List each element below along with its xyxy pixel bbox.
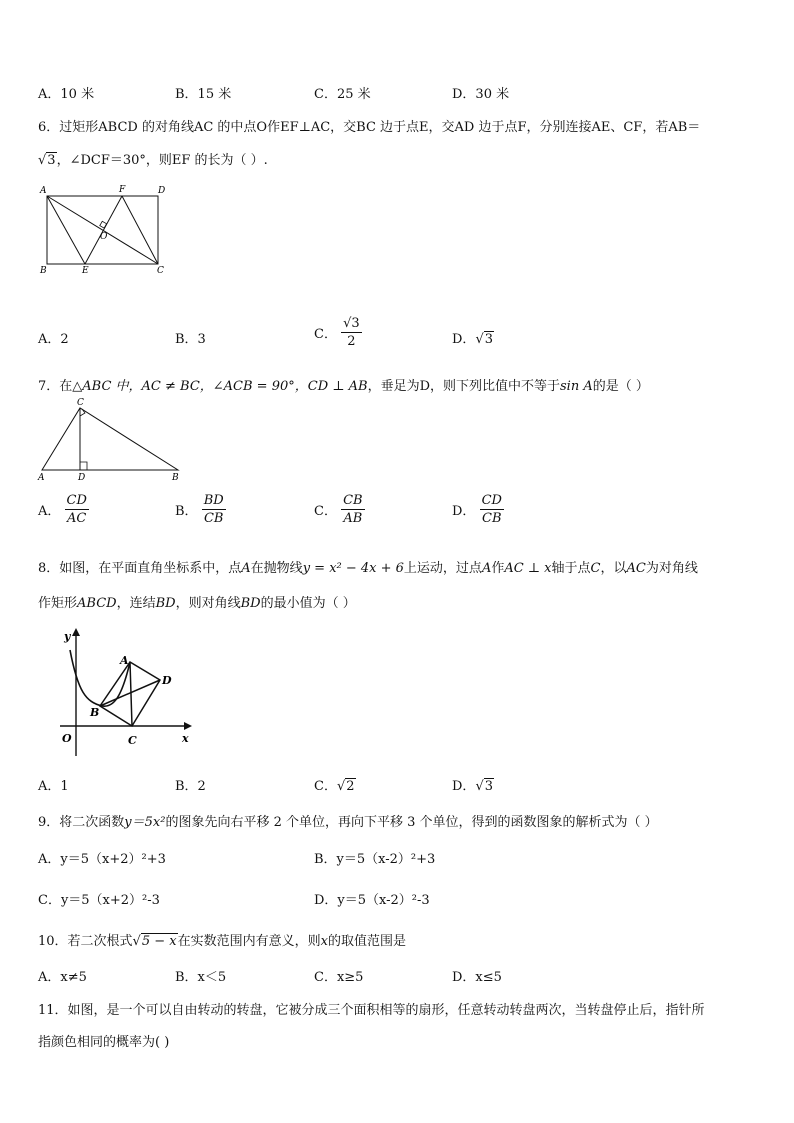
label-b: B <box>90 706 100 719</box>
q6-option-a: A．2 <box>38 332 69 347</box>
q6-stem-line2: √3，∠DCF＝30°，则EF 的长为（ ）. <box>38 153 268 168</box>
q10-option-b: B．x＜5 <box>175 970 227 985</box>
q5-option-c: C．25 米 <box>314 87 371 102</box>
sqrt-symbol: √3 <box>38 153 56 168</box>
label-d: D <box>78 473 86 482</box>
label-a: A <box>40 186 47 196</box>
label-b: B <box>172 473 179 482</box>
q6-option-d: D．√3 <box>452 332 494 347</box>
q10-option-a: A．x≠5 <box>38 970 87 985</box>
q8-option-a: A．1 <box>38 779 69 794</box>
label-a: A <box>120 654 129 667</box>
q8-option-c: C．√2 <box>314 779 355 794</box>
q8-stem-line1: 8．如图，在平面直角坐标系中，点A在抛物线y = x² − 4x + 6上运动，过点A作AC ⊥ x轴于点C，以AC为对角线 <box>38 561 698 576</box>
q7-triangle-figure <box>36 396 186 482</box>
q10-option-d: D．x≤5 <box>452 970 502 985</box>
label-y: y <box>64 630 71 643</box>
q7-option-a: A． $\frac{CD}{AC}$ <box>38 493 87 526</box>
q7-stem: 7．在△ABC 中，AC ≠ BC，∠ACB = 90°，CD ⊥ AB，垂足为D，则下列比值中不等于sin A的是（ ） <box>38 379 649 394</box>
label-b: B <box>40 266 47 274</box>
q9-option-b: B．y＝5（x-2）²+3 <box>314 852 436 867</box>
q7-option-d: D． $\frac{CD}{CB}$ <box>452 493 502 526</box>
q8-option-d: D．√3 <box>452 779 494 794</box>
label-c: C <box>77 398 84 408</box>
label-c: C <box>128 734 137 747</box>
q8-coordinate-figure <box>56 622 196 760</box>
label-o: O <box>62 732 72 745</box>
label-a: A <box>38 473 45 482</box>
q7-option-b: B． $\frac{BD}{CB}$ <box>175 493 224 526</box>
q8-stem-line2: 作矩形ABCD，连结BD，则对角线BD的最小值为（ ） <box>38 596 356 611</box>
label-f: F <box>119 185 126 195</box>
q6-option-b: B．3 <box>175 332 206 347</box>
q8-option-b: B．2 <box>175 779 206 794</box>
q7-option-c: C． $\frac{CB}{AB}$ <box>314 493 363 526</box>
q11-stem-line2: 指颜色相同的概率为( ) <box>38 1035 170 1050</box>
label-c: C <box>157 266 164 274</box>
q9-option-a: A．y＝5（x+2）²+3 <box>38 852 166 867</box>
q5-option-b: B．15 米 <box>175 87 232 102</box>
q6-rectangle-figure <box>38 182 170 274</box>
q9-option-d: D．y＝5（x-2）²-3 <box>314 893 430 908</box>
q5-option-d: D．30 米 <box>452 87 510 102</box>
q9-stem: 9．将二次函数y＝5x²的图象先向右平移 2 个单位，再向下平移 3 个单位，得到的函数图象的解析式为（ ） <box>38 815 658 830</box>
q6-option-c: C． $\frac{√3}{2}$ <box>314 316 360 349</box>
q10-stem: 10．若二次根式√5 − x在实数范围内有意义，则x的取值范围是 <box>38 934 406 949</box>
q6-stem-line1: 6．过矩形ABCD 的对角线AC 的中点O作EF⊥AC，交BC 边于点E，交AD 边于点F，分别连接AE、CF，若AB＝ <box>38 120 701 135</box>
q10-option-c: C．x≥5 <box>314 970 364 985</box>
label-o: O <box>100 232 108 242</box>
q11-stem-line1: 11．如图，是一个可以自由转动的转盘，它被分成三个面积相等的扇形，任意转动转盘两次，当转盘停止后，指针所 <box>38 1003 705 1018</box>
q5-option-a: A．10 米 <box>38 87 95 102</box>
label-d: D <box>158 186 166 196</box>
label-d: D <box>162 674 172 687</box>
q9-option-c: C．y＝5（x+2）²-3 <box>38 893 160 908</box>
label-x: x <box>182 732 189 745</box>
label-e: E <box>82 266 89 274</box>
